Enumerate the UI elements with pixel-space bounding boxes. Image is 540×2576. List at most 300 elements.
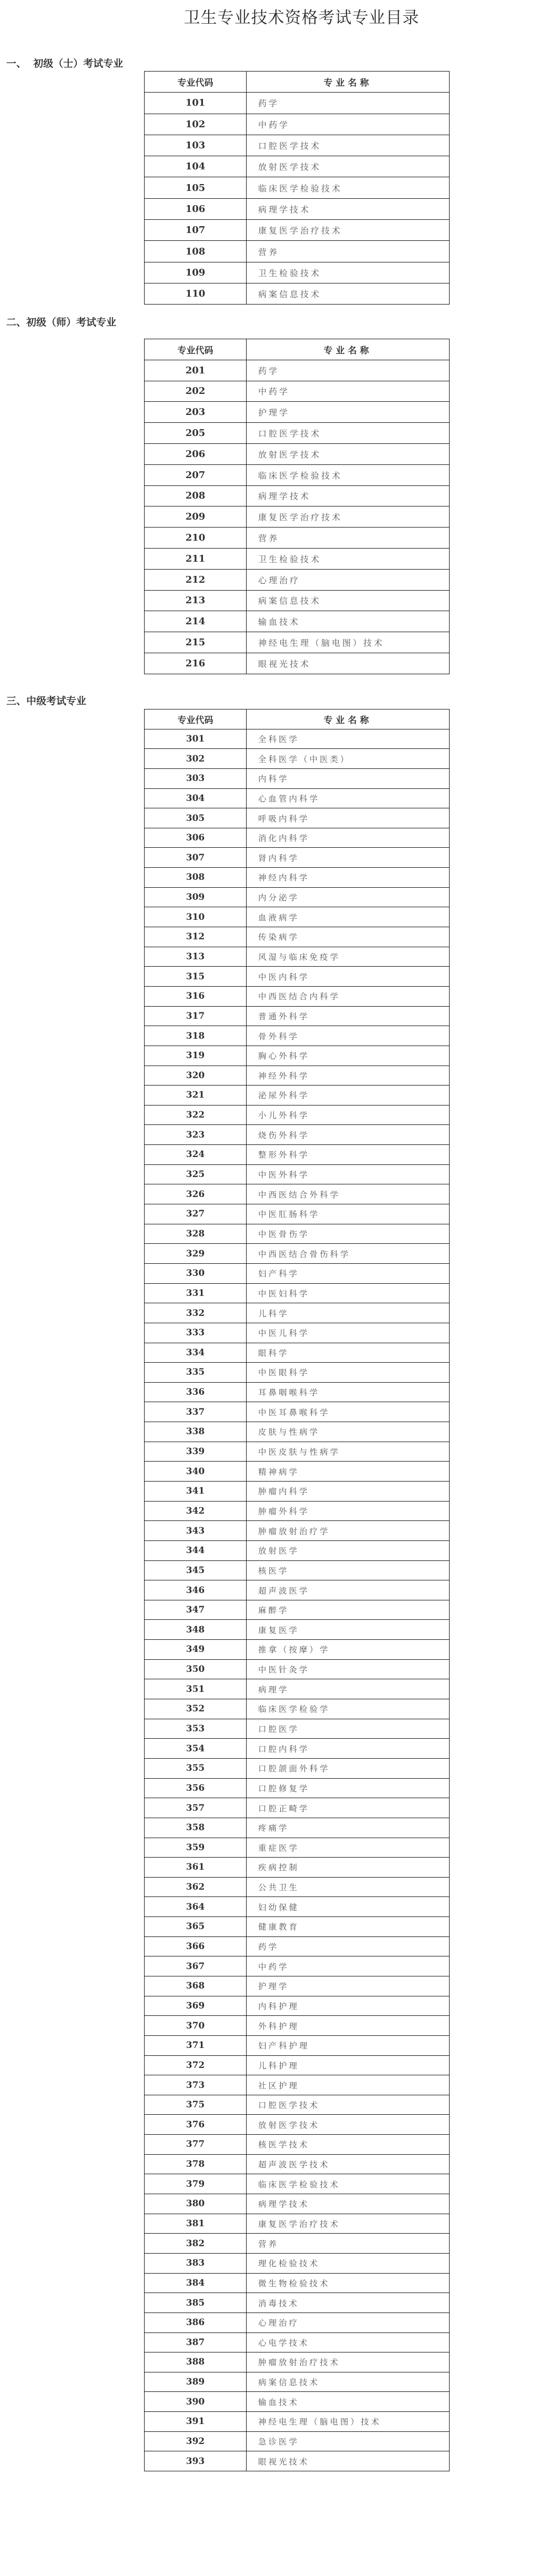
major-name: 中医针灸学 [247, 1659, 450, 1679]
major-name: 中医内科学 [247, 967, 450, 987]
major-code: 327 [145, 1204, 247, 1224]
table-row [145, 114, 450, 135]
major-name: 营养 [247, 2234, 450, 2254]
major-name: 核医学 [247, 1560, 450, 1580]
major-name: 临床医学检验技术 [247, 177, 450, 198]
table-row [145, 506, 450, 528]
major-name: 胸心外科学 [247, 1046, 450, 1066]
major-code: 380 [145, 2194, 247, 2214]
major-code: 340 [145, 1462, 247, 1482]
table-row [145, 1600, 450, 1620]
major-name: 病案信息技术 [247, 283, 450, 304]
table-row [145, 1858, 450, 1878]
table-row [145, 2392, 450, 2412]
table-row [145, 156, 450, 177]
major-name: 康复医学治疗技术 [247, 220, 450, 241]
table-row [145, 1145, 450, 1165]
column-header-name: 专业名称 [247, 72, 450, 93]
table-row [145, 1659, 450, 1679]
table-row [145, 828, 450, 848]
table-row [145, 1501, 450, 1521]
table-row [145, 2431, 450, 2451]
table-row [145, 2332, 450, 2352]
table-header-row [145, 339, 450, 360]
major-code: 322 [145, 1105, 247, 1125]
major-name: 超声波医学 [247, 1580, 450, 1600]
table-row [145, 927, 450, 947]
major-code: 333 [145, 1323, 247, 1343]
major-name: 骨外科学 [247, 1026, 450, 1046]
major-code: 308 [145, 868, 247, 888]
major-name: 健康教育 [247, 1917, 450, 1937]
major-code: 383 [145, 2253, 247, 2273]
major-code: 351 [145, 1679, 247, 1699]
major-name: 中药学 [247, 1956, 450, 1976]
table-row [145, 2451, 450, 2471]
table-header-row [145, 72, 450, 93]
column-header-name: 专业名称 [247, 709, 450, 729]
table-header-row [145, 709, 450, 729]
table-row [145, 986, 450, 1006]
table-row [145, 1086, 450, 1106]
major-name: 心理治疗 [247, 2313, 450, 2332]
major-name: 中医皮肤与性病学 [247, 1442, 450, 1462]
major-name: 口腔修复学 [247, 1778, 450, 1798]
table-row [145, 2293, 450, 2313]
table-row [145, 198, 450, 219]
major-name: 儿科护理 [247, 2055, 450, 2075]
major-name: 眼科学 [247, 1343, 450, 1363]
major-code: 381 [145, 2214, 247, 2234]
table-row [145, 1521, 450, 1541]
major-code: 210 [145, 528, 247, 549]
major-name: 中医妇科学 [247, 1283, 450, 1303]
major-code: 385 [145, 2293, 247, 2313]
major-code: 109 [145, 262, 247, 283]
table-row [145, 2174, 450, 2194]
major-code: 361 [145, 1858, 247, 1878]
table-row [145, 868, 450, 888]
major-code: 367 [145, 1956, 247, 1976]
major-code: 353 [145, 1719, 247, 1739]
major-name: 护理学 [247, 402, 450, 423]
major-code: 205 [145, 423, 247, 444]
major-name: 超声波医学技术 [247, 2154, 450, 2174]
major-name: 肿瘤外科学 [247, 1501, 450, 1521]
table-row [145, 1164, 450, 1184]
major-code: 201 [145, 360, 247, 381]
major-name: 肿瘤放射治疗技术 [247, 2352, 450, 2372]
major-name: 口腔颌面外科学 [247, 1758, 450, 1778]
major-code: 310 [145, 907, 247, 927]
major-code: 379 [145, 2174, 247, 2194]
major-name: 全科医学 [247, 729, 450, 749]
section-heading-junior-nurse: 一、 初级（士）考试专业 [6, 58, 124, 69]
major-name: 中医骨伤学 [247, 1224, 450, 1244]
table-row [145, 1323, 450, 1343]
major-code: 343 [145, 1521, 247, 1541]
major-name: 普通外科学 [247, 1006, 450, 1026]
major-name: 推拿（按摩）学 [247, 1640, 450, 1660]
table-row [145, 1442, 450, 1462]
table-row [145, 1283, 450, 1303]
major-name: 妇产科学 [247, 1263, 450, 1283]
major-code: 352 [145, 1699, 247, 1719]
major-code: 355 [145, 1758, 247, 1778]
major-name: 消毒技术 [247, 2293, 450, 2313]
major-name: 临床医学检验技术 [247, 2174, 450, 2194]
major-code: 337 [145, 1402, 247, 1422]
major-code: 302 [145, 749, 247, 769]
major-name: 药学 [247, 1936, 450, 1956]
major-code: 356 [145, 1778, 247, 1798]
table-row [145, 1066, 450, 1086]
major-name: 中医耳鼻喉科学 [247, 1402, 450, 1422]
table-row [145, 1778, 450, 1798]
table-row [145, 1422, 450, 1442]
major-code: 371 [145, 2035, 247, 2055]
table-row [145, 2234, 450, 2254]
major-code: 375 [145, 2095, 247, 2115]
major-code: 392 [145, 2431, 247, 2451]
table-row [145, 653, 450, 674]
major-code: 106 [145, 198, 247, 219]
major-name: 皮肤与性病学 [247, 1422, 450, 1442]
major-code: 312 [145, 927, 247, 947]
table-row [145, 1263, 450, 1283]
major-code: 373 [145, 2075, 247, 2095]
table-row [145, 443, 450, 464]
major-name: 病理学 [247, 1679, 450, 1699]
major-name: 病理学技术 [247, 2194, 450, 2214]
major-code: 382 [145, 2234, 247, 2254]
major-code: 369 [145, 1996, 247, 2016]
major-name: 外科护理 [247, 2016, 450, 2036]
major-name: 康复医学治疗技术 [247, 2214, 450, 2234]
major-name: 麻醉学 [247, 1600, 450, 1620]
table-row [145, 1343, 450, 1363]
table-row [145, 1699, 450, 1719]
major-code: 208 [145, 485, 247, 506]
table-row [145, 2075, 450, 2095]
major-code: 213 [145, 590, 247, 611]
table-row [145, 1046, 450, 1066]
major-code: 358 [145, 1818, 247, 1838]
major-code: 388 [145, 2352, 247, 2372]
table-row [145, 2214, 450, 2234]
major-code: 325 [145, 1164, 247, 1184]
major-code: 102 [145, 114, 247, 135]
major-code: 365 [145, 1917, 247, 1937]
table-row [145, 2095, 450, 2115]
major-code: 307 [145, 848, 247, 868]
major-name: 口腔医学技术 [247, 423, 450, 444]
major-name: 传染病学 [247, 927, 450, 947]
major-name: 消化内科学 [247, 828, 450, 848]
major-code: 104 [145, 156, 247, 177]
major-code: 354 [145, 1739, 247, 1759]
table-row [145, 2273, 450, 2293]
table-row [145, 220, 450, 241]
major-code: 386 [145, 2313, 247, 2332]
major-code: 389 [145, 2372, 247, 2392]
major-code: 315 [145, 967, 247, 987]
table-row [145, 1818, 450, 1838]
column-header-code: 专业代码 [145, 72, 247, 93]
major-code: 328 [145, 1224, 247, 1244]
table-row [145, 788, 450, 808]
major-code: 215 [145, 632, 247, 653]
table-row [145, 548, 450, 569]
major-name: 心血管内科学 [247, 788, 450, 808]
major-name: 临床医学检验技术 [247, 464, 450, 485]
table-row [145, 1580, 450, 1600]
major-name: 输血技术 [247, 2392, 450, 2412]
major-name: 病案信息技术 [247, 2372, 450, 2392]
major-name: 中医肛肠科学 [247, 1204, 450, 1224]
major-name: 内分泌学 [247, 887, 450, 907]
major-code: 376 [145, 2115, 247, 2135]
major-code: 364 [145, 1897, 247, 1917]
major-name: 药学 [247, 360, 450, 381]
major-code: 334 [145, 1343, 247, 1363]
major-code: 368 [145, 1976, 247, 1996]
table-row [145, 93, 450, 114]
major-code: 324 [145, 1145, 247, 1165]
major-code: 330 [145, 1263, 247, 1283]
major-name: 内科学 [247, 768, 450, 788]
table-row [145, 2412, 450, 2432]
table-row [145, 907, 450, 927]
major-code: 212 [145, 569, 247, 590]
major-name: 血液病学 [247, 907, 450, 927]
major-code: 390 [145, 2392, 247, 2412]
major-name: 中西医结合外科学 [247, 1184, 450, 1204]
table-row [145, 423, 450, 444]
major-name: 护理学 [247, 1976, 450, 1996]
major-code: 349 [145, 1640, 247, 1660]
major-name: 内科护理 [247, 1996, 450, 2016]
table-row [145, 2016, 450, 2036]
major-name: 口腔医学技术 [247, 135, 450, 156]
major-name: 神经电生理（脑电图）技术 [247, 2412, 450, 2432]
table-row [145, 2055, 450, 2075]
major-name: 心电学技术 [247, 2332, 450, 2352]
major-code: 216 [145, 653, 247, 674]
document-title: 卫生专业技术资格考试专业目录 [184, 8, 420, 27]
table-row [145, 135, 450, 156]
table-row [145, 1798, 450, 1818]
table-row [145, 2135, 450, 2155]
major-code: 107 [145, 220, 247, 241]
table-row [145, 590, 450, 611]
major-code: 338 [145, 1422, 247, 1442]
major-code: 366 [145, 1936, 247, 1956]
major-name: 肾内科学 [247, 848, 450, 868]
table-row [145, 1402, 450, 1422]
table-row [145, 1462, 450, 1482]
major-code: 335 [145, 1363, 247, 1383]
major-code: 346 [145, 1580, 247, 1600]
table-row [145, 262, 450, 283]
table-row [145, 1363, 450, 1383]
major-name: 急诊医学 [247, 2431, 450, 2451]
table-row [145, 1006, 450, 1026]
major-code: 348 [145, 1620, 247, 1640]
major-name: 中医外科学 [247, 1164, 450, 1184]
table-row [145, 1382, 450, 1402]
major-code: 345 [145, 1560, 247, 1580]
table-row [145, 2313, 450, 2332]
major-name: 病理学技术 [247, 485, 450, 506]
major-code: 370 [145, 2016, 247, 2036]
table-row [145, 1184, 450, 1204]
major-code: 317 [145, 1006, 247, 1026]
major-code: 387 [145, 2332, 247, 2352]
table-row [145, 1679, 450, 1699]
major-name: 口腔医学技术 [247, 2095, 450, 2115]
catalog-table-junior-practitioner [144, 339, 450, 674]
major-name: 全科医学（中医类） [247, 749, 450, 769]
table-row [145, 729, 450, 749]
major-code: 336 [145, 1382, 247, 1402]
major-name: 理化检验技术 [247, 2253, 450, 2273]
major-code: 339 [145, 1442, 247, 1462]
major-code: 319 [145, 1046, 247, 1066]
major-code: 211 [145, 548, 247, 569]
major-name: 卫生检验技术 [247, 262, 450, 283]
table-row [145, 1026, 450, 1046]
major-name: 神经内科学 [247, 868, 450, 888]
major-code: 306 [145, 828, 247, 848]
major-name: 整形外科学 [247, 1145, 450, 1165]
table-row [145, 2253, 450, 2273]
major-name: 康复医学 [247, 1620, 450, 1640]
major-code: 347 [145, 1600, 247, 1620]
major-name: 重症医学 [247, 1838, 450, 1858]
table-row [145, 360, 450, 381]
major-name: 康复医学治疗技术 [247, 506, 450, 528]
major-name: 眼视光技术 [247, 2451, 450, 2471]
major-name: 临床医学检验学 [247, 1699, 450, 1719]
major-name: 病案信息技术 [247, 590, 450, 611]
major-code: 359 [145, 1838, 247, 1858]
major-name: 口腔内科学 [247, 1739, 450, 1759]
table-row [145, 1758, 450, 1778]
major-code: 393 [145, 2451, 247, 2471]
major-code: 304 [145, 788, 247, 808]
table-row [145, 1877, 450, 1897]
major-code: 316 [145, 986, 247, 1006]
major-name: 疾病控制 [247, 1858, 450, 1878]
table-row [145, 1560, 450, 1580]
major-name: 神经电生理（脑电图）技术 [247, 632, 450, 653]
major-code: 101 [145, 93, 247, 114]
major-code: 321 [145, 1086, 247, 1106]
major-name: 放射医学 [247, 1540, 450, 1560]
major-name: 口腔正畸学 [247, 1798, 450, 1818]
major-code: 214 [145, 611, 247, 632]
table-row [145, 2352, 450, 2372]
major-code: 202 [145, 381, 247, 402]
major-code: 331 [145, 1283, 247, 1303]
table-row [145, 1224, 450, 1244]
catalog-table-junior-nurse [144, 71, 450, 305]
major-name: 儿科学 [247, 1303, 450, 1323]
table-row [145, 485, 450, 506]
section-heading-intermediate: 三、中级考试专业 [6, 695, 87, 707]
major-code: 309 [145, 887, 247, 907]
major-name: 中医眼科学 [247, 1363, 450, 1383]
major-name: 精神病学 [247, 1462, 450, 1482]
table-row [145, 768, 450, 788]
major-code: 384 [145, 2273, 247, 2293]
major-name: 中西医结合内科学 [247, 986, 450, 1006]
major-code: 329 [145, 1244, 247, 1264]
major-code: 377 [145, 2135, 247, 2155]
major-name: 疼痛学 [247, 1818, 450, 1838]
major-name: 心理治疗 [247, 569, 450, 590]
major-code: 303 [145, 768, 247, 788]
table-row [145, 2194, 450, 2214]
table-row [145, 749, 450, 769]
table-row [145, 1976, 450, 1996]
table-row [145, 2372, 450, 2392]
major-code: 378 [145, 2154, 247, 2174]
table-row [145, 1739, 450, 1759]
column-header-name: 专业名称 [247, 339, 450, 360]
major-code: 110 [145, 283, 247, 304]
major-name: 中药学 [247, 381, 450, 402]
table-row [145, 241, 450, 262]
table-row [145, 1125, 450, 1145]
table-row [145, 848, 450, 868]
major-name: 卫生检验技术 [247, 548, 450, 569]
major-name: 公共卫生 [247, 1877, 450, 1897]
major-code: 313 [145, 947, 247, 967]
major-name: 中医儿科学 [247, 1323, 450, 1343]
major-name: 中药学 [247, 114, 450, 135]
table-row [145, 1719, 450, 1739]
table-row [145, 611, 450, 632]
major-name: 微生物检验技术 [247, 2273, 450, 2293]
table-row [145, 1481, 450, 1501]
major-code: 301 [145, 729, 247, 749]
major-name: 小儿外科学 [247, 1105, 450, 1125]
table-row [145, 947, 450, 967]
major-name: 肿瘤放射治疗学 [247, 1521, 450, 1541]
table-row [145, 1303, 450, 1323]
major-code: 357 [145, 1798, 247, 1818]
table-row [145, 1996, 450, 2016]
major-name: 输血技术 [247, 611, 450, 632]
table-row [145, 1244, 450, 1264]
major-name: 放射医学技术 [247, 156, 450, 177]
major-name: 放射医学技术 [247, 2115, 450, 2135]
table-row [145, 569, 450, 590]
table-row [145, 1936, 450, 1956]
table-row [145, 528, 450, 549]
major-name: 风湿与临床免疫学 [247, 947, 450, 967]
table-row [145, 1838, 450, 1858]
table-row [145, 1620, 450, 1640]
major-code: 318 [145, 1026, 247, 1046]
major-name: 妇产科护理 [247, 2035, 450, 2055]
major-code: 103 [145, 135, 247, 156]
major-code: 391 [145, 2412, 247, 2432]
major-name: 神经外科学 [247, 1066, 450, 1086]
major-code: 326 [145, 1184, 247, 1204]
